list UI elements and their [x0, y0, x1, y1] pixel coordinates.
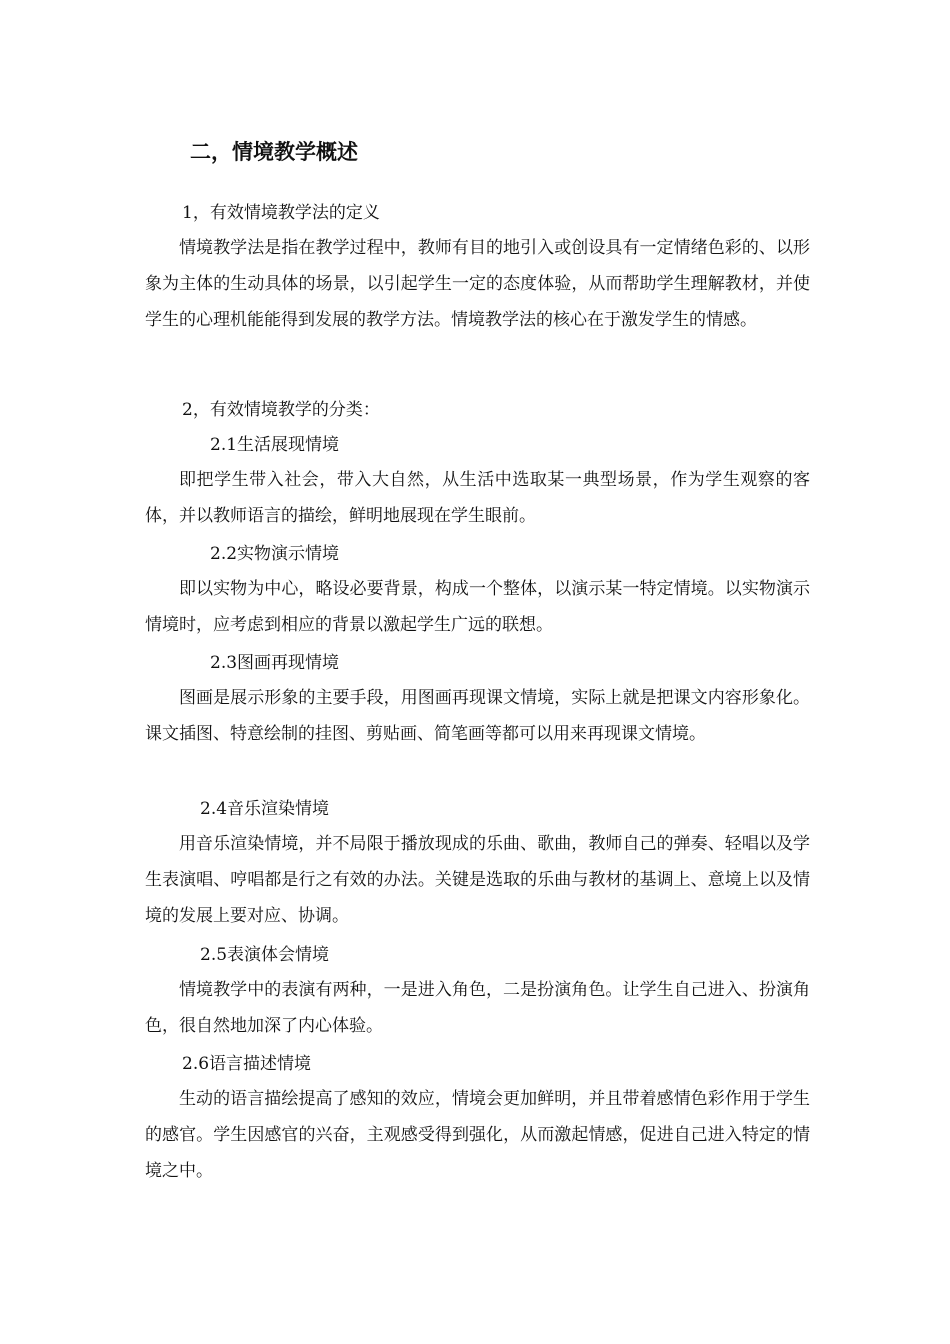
subsection-paragraph-2-5: 情境教学中的表演有两种，一是进入角色，二是扮演角色。让学生自己进入、扮演角色，很自然地加深了内心体验。 [145, 980, 810, 1036]
subsection-paragraph-2-1: 即把学生带入社会，带入大自然，从生活中选取某一典型场景，作为学生观察的客体，并以教师语言的描绘，鲜明地展现在学生眼前。 [145, 470, 810, 526]
subsection-title-2-3: 2.3图画再现情境 [210, 653, 340, 673]
section2-title: 2，有效情境教学的分类： [182, 400, 380, 420]
subsection-paragraph-2-6: 生动的语言描绘提高了感知的效应，情境会更加鲜明，并且带着感情色彩作用于学生的感官。学生因感官的兴奋，主观感受得到强化，从而激起情感，促进自己进入特定的情境之中。 [145, 1089, 810, 1181]
subsection-paragraph-2-3: 图画是展示形象的主要手段，用图画再现课文情境，实际上就是把课文内容形象化。课文插图、特意绘制的挂图、剪贴画、简笔画等都可以用来再现课文情境。 [145, 688, 810, 744]
subsection-title-2-6: 2.6语言描述情境 [182, 1054, 312, 1074]
subsection-title-2-2: 2.2实物演示情境 [210, 544, 340, 564]
subsection-paragraph-2-2: 即以实物为中心，略设必要背景，构成一个整体，以演示某一特定情境。以实物演示情境时，应考虑到相应的背景以激起学生广远的联想。 [145, 579, 810, 635]
subsection-title-2-1: 2.1生活展现情境 [210, 435, 340, 455]
section1-title: 1，有效情境教学法的定义 [182, 203, 380, 223]
section1-paragraph: 情境教学法是指在教学过程中，教师有目的地引入或创设具有一定情绪色彩的、以形象为主体的生动具体的场景，以引起学生一定的态度体验，从而帮助学生理解教材，并使学生的心理机能能得到发展的教学方法。情境教学法的核心在于激发学生的情感。 [145, 238, 810, 330]
subsection-paragraph-2-4: 用音乐渲染情境，并不局限于播放现成的乐曲、歌曲，教师自己的弹奏、轻唱以及学生表演唱、哼唱都是行之有效的办法。关键是选取的乐曲与教材的基调上、意境上以及情境的发展上要对应、协调。 [145, 834, 810, 926]
subsection-title-2-5: 2.5表演体会情境 [200, 945, 330, 965]
subsection-title-2-4: 2.4音乐渲染情境 [200, 799, 330, 819]
page-heading: 二，情境教学概述 [190, 140, 358, 164]
